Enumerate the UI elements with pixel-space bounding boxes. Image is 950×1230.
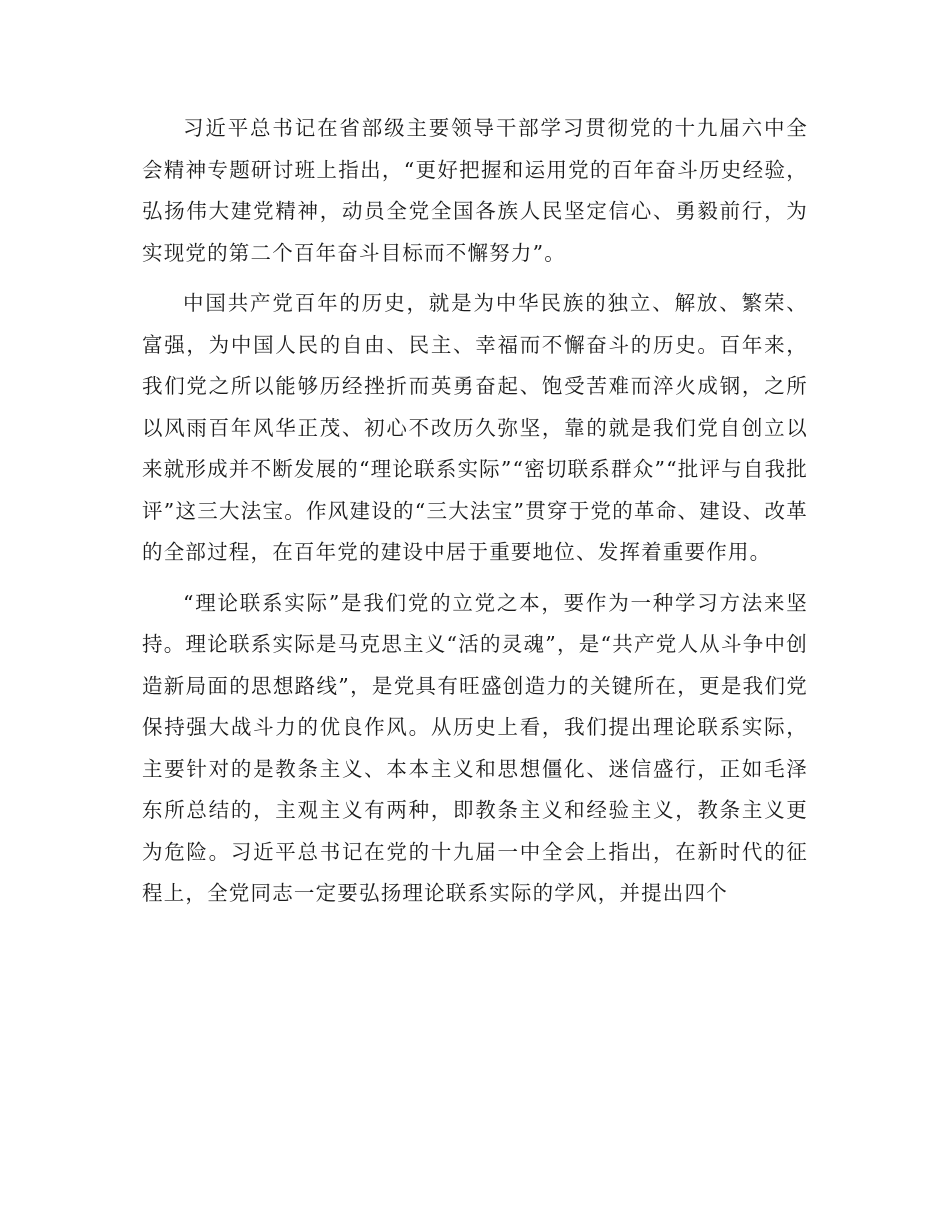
paragraph-1: 习近平总书记在省部级主要领导干部学习贯彻党的十九届六中全会精神专题研讨班上指出，“更好把握和运用党的百年奋斗历史经验，弘扬伟大建党精神，动员全党全国各族人民坚定信心、勇毅前行，为实现党的第二个百年奋斗目标而不懈努力”。	[142, 116, 808, 265]
paragraph-3: “理论联系实际”是我们党的立党之本，要作为一种学习方法来坚持。理论联系实际是马克思主义“活的灵魂”，是“共产党人从斗争中创造新局面的思想路线”，是党具有旺盛创造力的关键所在，更是我们党保持强大战斗力的优良作风。从历史上看，我们提出理论联系实际，主要针对的是教条主义、本本主义和思想僵化、迷信盛行，正如毛泽东所总结的，主观主义有两种，即教条主义和经验主义，教条主义更为危险。习近平总书记在党的十九届一中全会上指出，在新时代的征程上，全党同志一定要弘扬理论联系实际的学风，并提出四个	[142, 590, 808, 905]
paragraph-2: 中国共产党百年的历史，就是为中华民族的独立、解放、繁荣、富强，为中国人民的自由、民主、幸福而不懈奋斗的历史。百年来，我们党之所以能够历经挫折而英勇奋起、饱受苦难而淬火成钢，之所以风雨百年风华正茂、初心不改历久弥坚，靠的就是我们党自创立以来就形成并不断发展的“理论联系实际”“密切联系群众”“批评与自我批评”这三大法宝。作风建设的“三大法宝”贯穿于党的革命、建设、改革的全部过程，在百年党的建设中居于重要地位、发挥着重要作用。	[142, 291, 808, 564]
document-page	[142, 108, 808, 924]
